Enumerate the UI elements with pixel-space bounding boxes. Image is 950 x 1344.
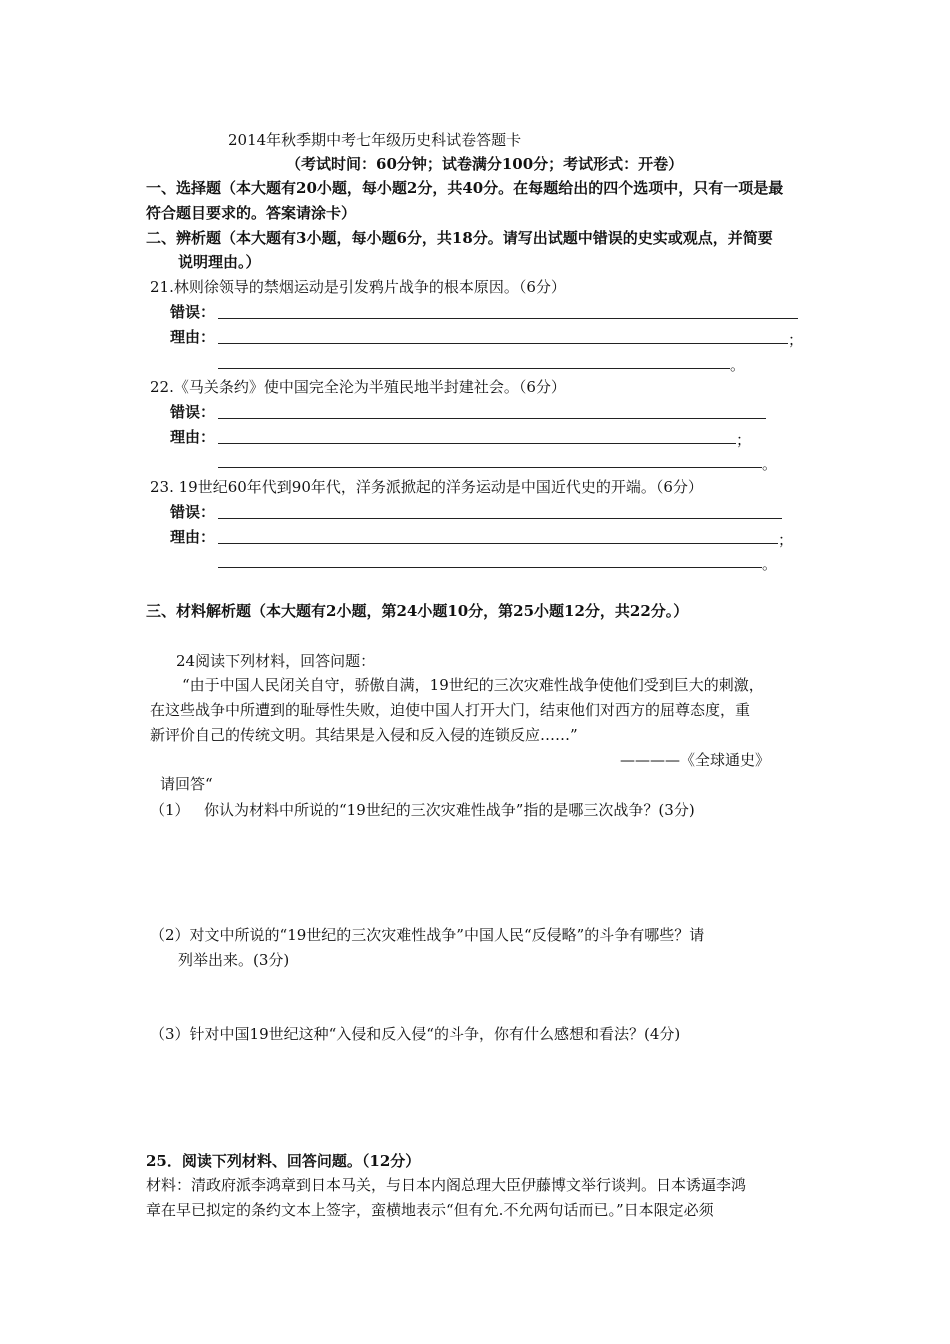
question-23: 23. 19世纪60年代到90年代，洋务派掀起的洋务运动是中国近代史的开端。（6分） [150, 478, 703, 496]
q23-period: 。 [762, 555, 778, 573]
question-22: 22.《马关条约》使中国完全沦为半殖民地半封建社会。（6分） [150, 378, 566, 396]
q23-reason-answer-line-2[interactable] [218, 567, 762, 568]
q25-material-line1: 材料：清政府派李鸿章到日本马关，与日本内阁总理大臣伊藤博文举行谈判。日本诱逼李鸿 [146, 1176, 747, 1194]
q22-semicolon: ； [736, 431, 752, 449]
q24-sub2-line1: （2）对文中所说的“19世纪的三次灾难性战争”中国人民“反侵略”的斗争有哪些？请 [150, 926, 705, 944]
q21-error-answer-line[interactable] [218, 318, 798, 319]
q24-sub2-line2: 列举出来。(3分) [178, 951, 290, 969]
q23-reason-label: 理由： [170, 528, 216, 546]
q24-source: ————《全球通史》 [620, 751, 771, 769]
q21-error-label: 错误： [170, 303, 216, 321]
q23-error-label: 错误： [170, 503, 216, 521]
q21-period: 。 [730, 356, 746, 374]
q22-error-answer-line[interactable] [218, 418, 766, 419]
section2-heading-line1: 二、辨析题（本大题有3小题，每小题6分，共18分。请写出试题中错误的史实或观点，并简要 [146, 229, 773, 247]
q25-material-line2: 章在早已拟定的条约文本上签字，蛮横地表示“但有允.不允两句话而已。”日本限定必须 [146, 1201, 714, 1219]
q21-reason-label: 理由： [170, 328, 216, 346]
q22-reason-answer-line-2[interactable] [218, 467, 762, 468]
q24-material-line3: 新评价自己的传统文明。其结果是入侵和反入侵的连锁反应……” [150, 726, 578, 744]
q23-reason-answer-line[interactable] [218, 543, 778, 544]
q24-intro: 24阅读下列材料，回答问题： [176, 652, 376, 670]
q21-reason-answer-line[interactable] [218, 343, 788, 344]
q24-sub1-number: （1） [150, 801, 190, 819]
q22-reason-answer-line[interactable] [218, 443, 736, 444]
q23-semicolon: ； [778, 531, 794, 549]
question-21: 21.林则徐领导的禁烟运动是引发鸦片战争的根本原因。（6分） [150, 278, 566, 296]
q21-semicolon: ； [788, 331, 804, 349]
q24-prompt: 请回答“ [160, 775, 213, 793]
q22-period: 。 [762, 455, 778, 473]
q23-error-answer-line[interactable] [218, 518, 782, 519]
q22-reason-label: 理由： [170, 428, 216, 446]
section1-heading-line2: 符合题目要求的。答案请涂卡） [146, 204, 357, 222]
q25-heading: 25．阅读下列材料、回答问题。（12分） [146, 1152, 421, 1170]
page-title: 2014年秋季期中考七年级历史科试卷答题卡 [228, 131, 522, 149]
q21-reason-answer-line-2[interactable] [218, 368, 730, 369]
section3-heading: 三、材料解析题（本大题有2小题，第24小题10分，第25小题12分，共22分。） [146, 602, 689, 620]
q22-error-label: 错误： [170, 403, 216, 421]
exam-info: （考试时间：60分钟；试卷满分100分；考试形式：开卷） [286, 155, 684, 173]
section1-heading-line1: 一、选择题（本大题有20小题，每小题2分，共40分。在每题给出的四个选项中，只有一项是最 [146, 179, 784, 197]
q24-sub3: （3）针对中国19世纪这种“入侵和反入侵“的斗争，你有什么感想和看法？(4分) [150, 1025, 681, 1043]
q24-material-line2: 在这些战争中所遭到的耻辱性失败，迫使中国人打开大门，结束他们对西方的屈尊态度，重 [150, 701, 751, 719]
q24-sub1: 你认为材料中所说的“19世纪的三次灾难性战争”指的是哪三次战争？(3分) [204, 801, 695, 819]
q24-material-line1: “由于中国人民闭关自守，骄傲自满，19世纪的三次灾难性战争使他们受到巨大的刺激， [182, 676, 764, 694]
section2-heading-line2: 说明理由。） [178, 253, 261, 271]
